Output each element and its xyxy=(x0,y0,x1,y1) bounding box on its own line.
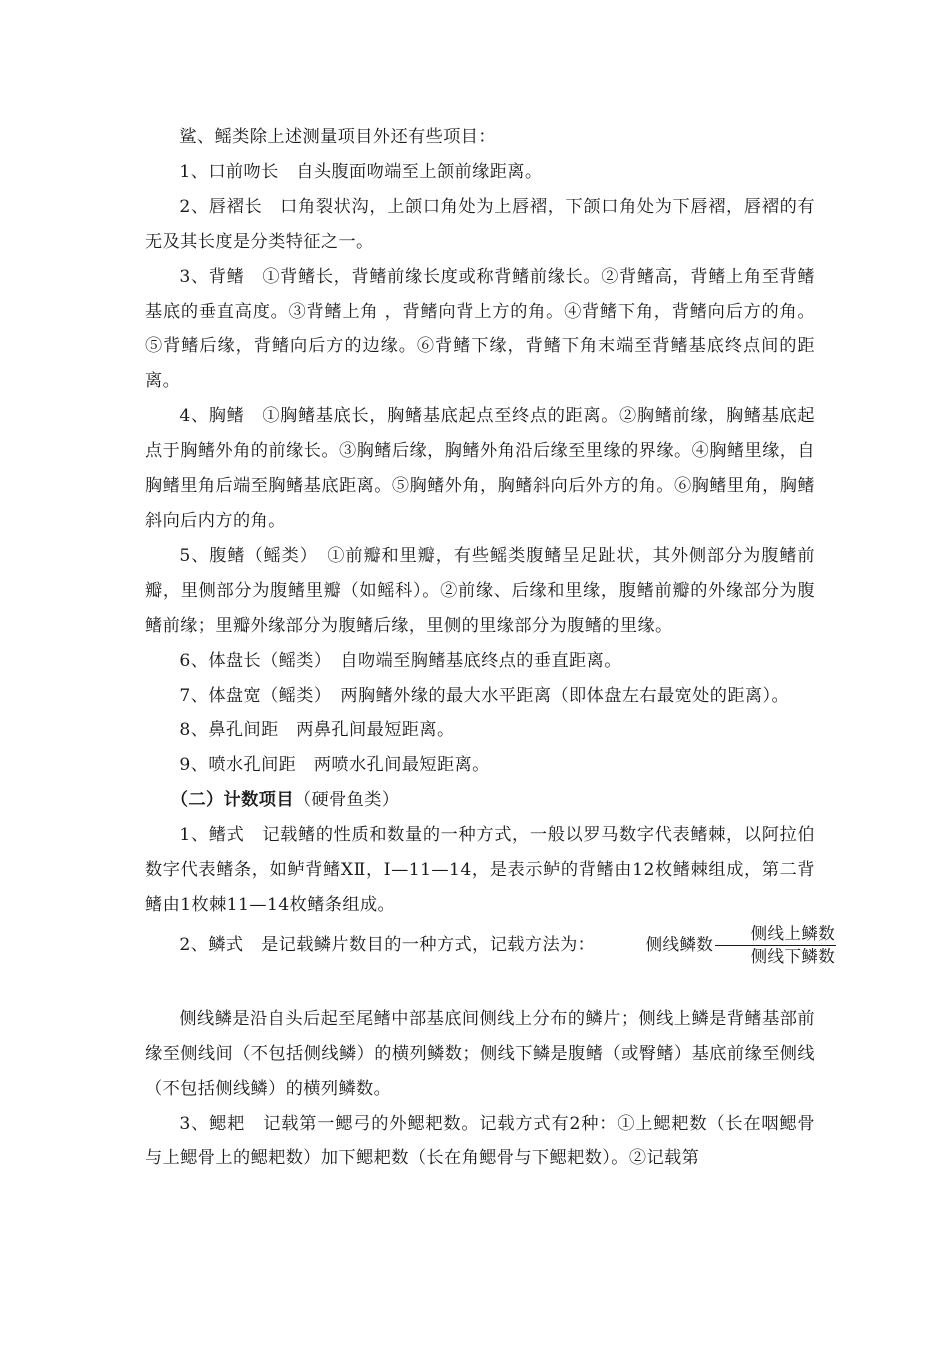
spacer xyxy=(145,968,815,1002)
formula-numerator: 侧线上鳞数 xyxy=(715,923,836,946)
paragraph-item-1: 1、口前吻长 自头腹面吻端至上颌前缘距离。 xyxy=(179,161,543,182)
paragraph-intro: 鲨、鳐类除上述测量项目外还有些项目： xyxy=(179,127,496,147)
scale-formula-text: 2、鳞式 是记载鳞片数目的一种方式，记载方法为： xyxy=(179,934,596,955)
section-title: （二）计数项目 xyxy=(170,790,294,811)
formula-lead: 侧线鳞数 xyxy=(645,934,714,954)
paragraph-item-4: 4、胸鳍 ①胸鳍基底长，胸鳍基底起点至终点的距离。②胸鳍前缘，胸鳍基底起点于胸鳍外角的前缘长。③胸鳍后缘，胸鳍外角沿后缘至里缘的界缘。④胸鳍里缘，自胸鳍里角后端至胸鳍基底距离。⑤胸鳍外角，胸鳍斜向后外方的角。⑥胸鳍里角，胸鳍斜向后内方的角。 xyxy=(145,406,815,531)
paragraph-item-9: 9、喷水孔间距 两喷水孔间最短距离。 xyxy=(179,755,490,776)
section-heading xyxy=(145,783,815,818)
paragraph-item-8: 8、鼻孔间距 两鼻孔间最短距离。 xyxy=(179,720,455,741)
scale-formula xyxy=(611,923,836,968)
formula-fraction xyxy=(715,923,836,968)
document-page xyxy=(145,120,836,1176)
paragraph-item-5: 5、腹鳍（鳐类） ①前瓣和里瓣，有些鳐类腹鳍呈足趾状，其外侧部分为腹鳍前瓣，里侧部分为腹鳍里瓣（如鳐科）。②前缘、后缘和里缘，腹鳍前瓣的外缘部分为腹鳍前缘；里瓣外缘部分为腹鳍后缘，里侧的里缘部分为腹鳍的里缘。 xyxy=(145,545,815,636)
paragraph-scale-explanation: 侧线鳞是沿自头后起至尾鳍中部基底间侧线上分布的鳞片；侧线上鳞是背鳍基部前缘至侧线间（不包括侧线鳞）的横列鳞数；侧线下鳞是腹鳍（或臀鳍）基底前缘至侧线（不包括侧线鳞）的横列鳞数。 xyxy=(145,1008,815,1099)
paragraph-gill-rakers: 3、鳃耙 记载第一鳃弓的外鳃耙数。记载方式有2种：①上鳃耙数（长在咽鳃骨与上鳃骨上的鳃耙数）加下鳃耙数（长在角鳃骨与下鳃耙数）。②记载第 xyxy=(145,1113,815,1169)
paragraph-fin-formula: 1、鳍式 记载鳍的性质和数量的一种方式，一般以罗马数字代表鳍棘，以阿拉伯数字代表鳍条，如鲈背鳍ⅩⅡ，Ⅰ—11—14，是表示鲈的背鳍由12枚鳍棘组成，第二背鳍由1枚棘11—14枚鳍条组成。 xyxy=(145,825,815,915)
paragraph-item-2: 2、唇褶长 口角裂状沟，上颌口角处为上唇褶，下颌口角处为下唇褶，唇褶的有无及其长度是分类特征之一。 xyxy=(145,196,815,252)
formula-denominator: 侧线下鳞数 xyxy=(750,946,836,966)
paragraph-item-7: 7、体盘宽（鳐类） 两胸鳍外缘的最大水平距离（即体盘左右最宽处的距离）。 xyxy=(179,685,790,706)
paragraph-item-6: 6、体盘长（鳐类） 自吻端至胸鳍基底终点的垂直距离。 xyxy=(179,650,622,671)
section-note: （硬骨鱼类） xyxy=(293,790,400,811)
paragraph-item-3: 3、背鳍 ①背鳍长，背鳍前缘长度或称背鳍前缘长。②背鳍高，背鳍上角至背鳍基底的垂直高度。③背鳍上角 ，背鳍向背上方的角。④背鳍下角，背鳍向后方的角。⑤背鳍后缘，背鳍向后方的边缘。⑥背鳍下缘，背鳍下角末端至背鳍基底终点间的距离。 xyxy=(145,266,815,392)
paragraph-scale-formula xyxy=(145,923,836,968)
